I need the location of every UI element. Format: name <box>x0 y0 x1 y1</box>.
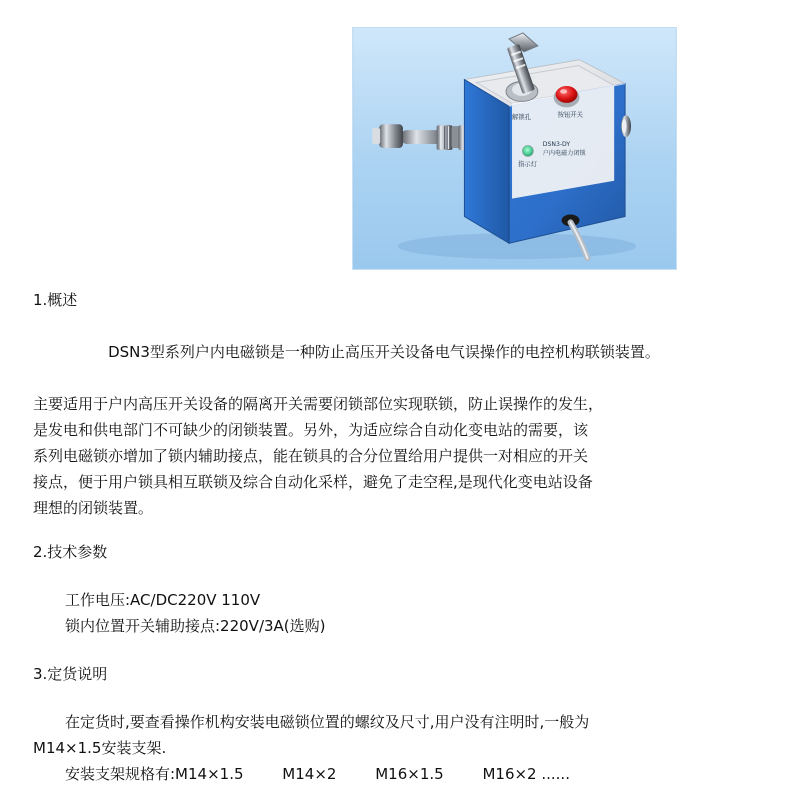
order-note-line-2: M14×1.5安装支架. <box>33 739 167 757</box>
product-photo <box>352 27 677 270</box>
size-item-label: 安装支架规格有:M14×1.5 <box>65 765 244 783</box>
section-spacer <box>33 639 773 661</box>
indicator-light-icon <box>522 146 533 157</box>
electromagnetic-lock-image <box>353 28 676 269</box>
overview-line-4: 系列电磁锁亦增加了锁内辅助接点，能在锁具的合分位置给用户提供一对相应的开关 <box>33 447 589 465</box>
overview-line-3: 是发电和供电部门不可缺少的闭锁装置。另外，为适应综合自动化变电站的需要，该 <box>33 421 589 439</box>
section-heading-ordering: 3.定货说明 <box>33 665 108 683</box>
section-heading-overview: 1.概述 <box>33 291 78 309</box>
spec-aux-contact: 锁内位置开关辅助接点:220V/3A(选购) <box>65 617 326 635</box>
device-label-indicator: 指示灯 <box>517 160 537 168</box>
section-heading-specs: 2.技术参数 <box>33 543 108 561</box>
device-label-red-button: 按钮开关 <box>557 111 583 119</box>
device-label-model: DSN3-DY <box>542 141 571 149</box>
size-item-m14x2: M14×2 <box>282 765 337 783</box>
overview-paragraph-1 <box>33 313 773 391</box>
spec-block <box>65 587 773 639</box>
order-note-line-1: 在定货时,要查看操作机构安装电磁锁位置的螺纹及尺寸,用户没有注明时,一般为 <box>65 713 590 731</box>
device-label-unlock-hole: 解锁孔 <box>512 114 532 122</box>
device-label-device-name: 户内电磁力闭锁 <box>542 149 586 157</box>
section-spacer <box>33 565 773 587</box>
spec-working-voltage: 工作电压:AC/DC220V 110V <box>65 591 261 609</box>
overview-line-2: 主要适用于户内高压开关设备的隔离开关需要闭锁部位实现联锁，防止误操作的发生， <box>33 395 604 413</box>
overview-line-5: 接点，便于用户锁具相互联锁及综合自动化采样，避免了走空程,是现代化变电站设备 <box>33 473 593 491</box>
section-spacer <box>33 521 773 539</box>
order-block <box>65 709 773 735</box>
size-list-block <box>65 761 773 787</box>
overview-line-1: DSN3型系列户内电磁锁是一种防止高压开关设备电气误操作的电控机构联锁装置。 <box>108 343 660 361</box>
side-screw-icon <box>621 115 631 137</box>
size-item-m16x2: M16×2 ...... <box>482 765 570 783</box>
document-content <box>33 287 773 787</box>
size-item-m16x15: M16×1.5 <box>375 765 444 783</box>
section-spacer <box>33 687 773 709</box>
size-list <box>65 761 773 787</box>
overview-line-6: 理想的闭锁装置。 <box>33 499 154 517</box>
